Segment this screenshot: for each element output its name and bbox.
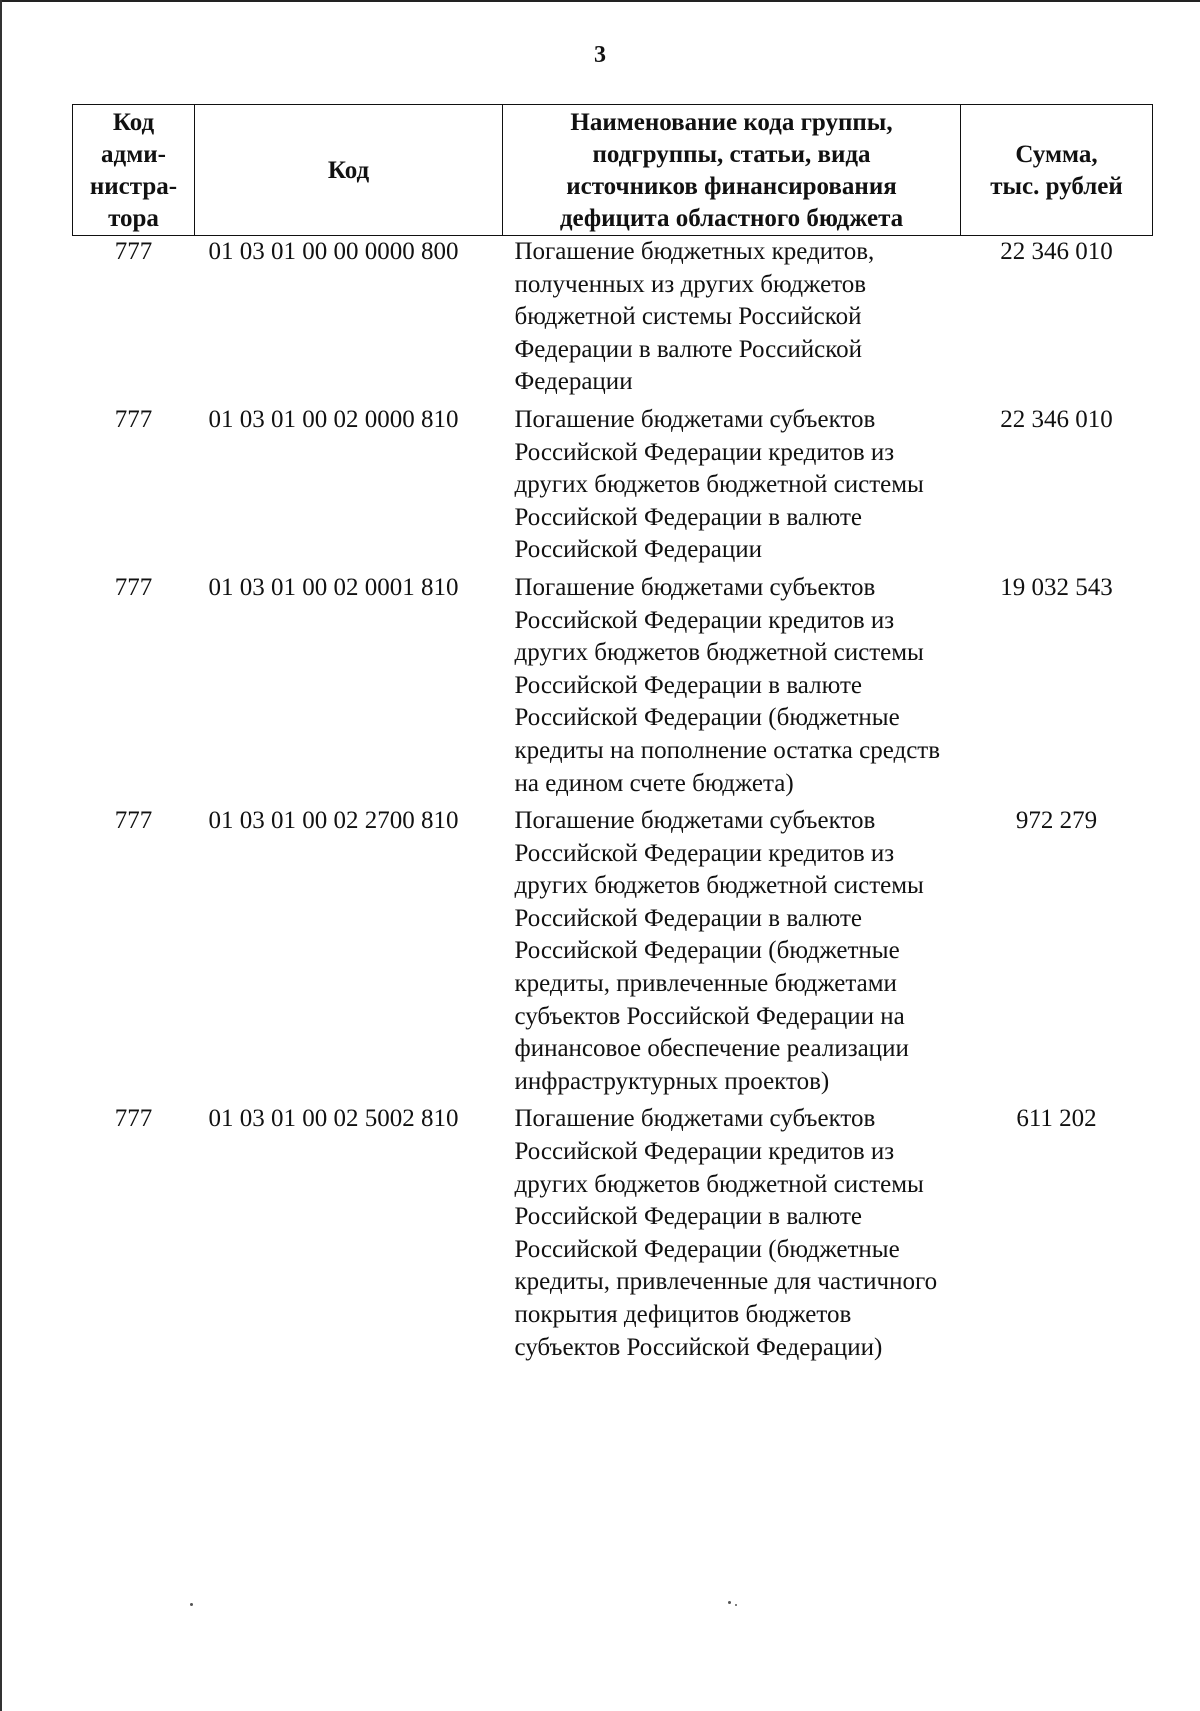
cell-code: 01 03 01 00 02 0001 810	[208, 573, 459, 601]
cell-name: Погашение бюджетами субъектов Российской Федерации кредитов из других бюджетов бюджетной системы Российской Федерации в валюте Российской Федерации (бюджетные кредиты, привлеченные для частичного покрытия дефицитов бюджетов субъектов Российской Федерации)	[514, 1105, 938, 1361]
cell-code: 01 03 01 00 00 0000 800	[208, 238, 459, 265]
header-sum: Сумма, тыс. рублей	[961, 105, 1153, 236]
table-body	[73, 236, 1153, 1370]
cell-admin: 777	[114, 405, 153, 433]
cell-admin: 777	[114, 1105, 153, 1133]
table-row	[73, 404, 1153, 572]
budget-sources-table	[72, 104, 1153, 1369]
header-code: Код	[195, 105, 503, 236]
table-header	[73, 105, 1153, 236]
scan-speck	[190, 1603, 193, 1606]
cell-name: Погашение бюджетных кредитов, полученных из других бюджетов бюджетной системы Российской Федерации в валюте Российской Федерации	[514, 238, 875, 396]
page-number: 3	[594, 42, 606, 68]
cell-code: 01 03 01 00 02 0000 810	[208, 405, 459, 433]
table-row	[73, 805, 1153, 1103]
cell-name: Погашение бюджетами субъектов Российской Федерации кредитов из других бюджетов бюджетной системы Российской Федерации в валюте Российской Федерации	[514, 405, 924, 564]
scan-border-top	[0, 0, 1200, 2]
scan-speck	[728, 1601, 731, 1604]
cell-admin: 777	[114, 238, 153, 265]
cell-admin: 777	[114, 807, 153, 835]
cell-admin: 777	[114, 573, 153, 601]
cell-sum: 22 346 010	[1000, 405, 1113, 433]
header-name: Наименование кода группы, подгруппы, статьи, вида источников финансирования дефицита областного бюджета	[503, 105, 961, 236]
cell-sum: 19 032 543	[1000, 573, 1113, 601]
cell-sum: 611 202	[1016, 1105, 1097, 1133]
cell-code: 01 03 01 00 02 2700 810	[208, 807, 459, 835]
cell-sum: 22 346 010	[1000, 238, 1113, 265]
scan-border-left	[0, 0, 2, 1711]
cell-sum: 972 279	[1015, 807, 1098, 835]
table-row	[73, 236, 1153, 404]
table-row	[73, 1103, 1153, 1369]
cell-code: 01 03 01 00 02 5002 810	[208, 1105, 459, 1133]
cell-name: Погашение бюджетами субъектов Российской Федерации кредитов из других бюджетов бюджетной системы Российской Федерации в валюте Российской Федерации (бюджетные кредиты на пополнение остатка средств на едином счете бюджета)	[514, 573, 941, 797]
header-admin-code: Код адми- нистра- тора	[73, 105, 195, 236]
scan-speck	[735, 1604, 737, 1606]
cell-name: Погашение бюджетами субъектов Российской Федерации кредитов из других бюджетов бюджетной системы Российской Федерации в валюте Российской Федерации (бюджетные кредиты, привлеченные бюджетами субъектов Российской Федерации на финансовое обеспечение реализации инфраструктурных проектов)	[514, 807, 924, 1095]
table-row	[73, 572, 1153, 805]
